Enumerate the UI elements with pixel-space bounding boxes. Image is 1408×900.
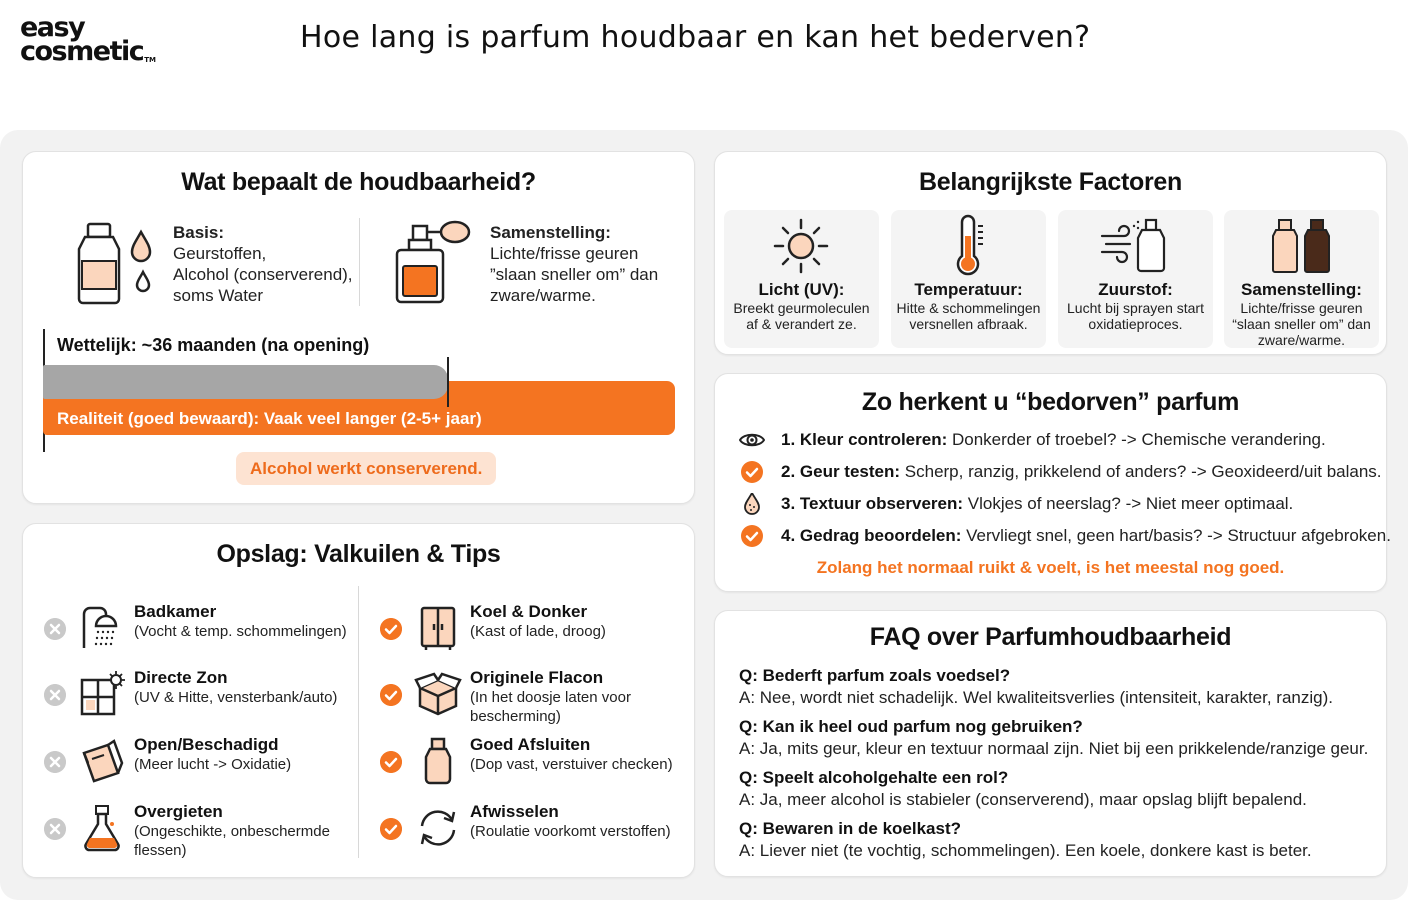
x-circle-icon — [44, 684, 66, 706]
rotate-icon — [414, 804, 462, 852]
open-box-icon — [78, 737, 126, 785]
x-circle-icon — [44, 818, 66, 840]
basis-divider — [359, 218, 360, 306]
pitfall-title: Overgieten — [134, 802, 223, 821]
tip-title: Koel & Donker — [470, 602, 588, 621]
pitfall-text — [134, 801, 344, 860]
check-desc: Scherp, ranzig, prikkelend of anders? -> Geoxideerd/uit balans. — [900, 462, 1382, 481]
droplet-icon — [739, 493, 765, 515]
tip-title: Originele Flacon — [470, 668, 604, 687]
factor-title: Licht (UV): — [758, 280, 845, 299]
closed-bottle-icon — [414, 737, 462, 785]
wind-spray-icon — [1100, 214, 1170, 276]
factor-title: Samenstelling: — [1241, 280, 1362, 299]
legal-shelf-life-label: Wettelijk: ~36 maanden (na opening) — [57, 335, 370, 355]
tip-text — [470, 734, 680, 774]
factors-card — [714, 151, 1387, 355]
check-text — [781, 462, 1382, 482]
reality-label: Realiteit (goed bewaard): Vaak veel langer (2-5+ jaar) — [57, 409, 482, 428]
logo-line-2 — [20, 36, 156, 67]
spoiled-card — [714, 373, 1391, 592]
check-text — [781, 494, 1293, 514]
logo-line-1: easy — [20, 12, 85, 43]
faq-item — [739, 767, 1307, 811]
check-label: 3. Textuur observeren: — [781, 494, 964, 513]
factors-title: Belangrijkste Factoren — [919, 168, 1182, 196]
samenstelling-line-2: ”slaan sneller om” dan — [490, 265, 659, 284]
faq-question: Q: Bederft parfum zoals voedsel? — [739, 666, 1011, 685]
pitfall-text — [134, 667, 374, 707]
check-desc: Vervliegt snel, geen hart/basis? -> Structuur afgebroken. — [961, 526, 1391, 545]
factor-tile-oxygen — [1058, 210, 1213, 348]
factor-tile-temperature — [891, 210, 1046, 348]
check-label: 1. Kleur controleren: — [781, 430, 948, 449]
tip-desc: (Dop vast, verstuiver checken) — [470, 756, 673, 773]
tip-title: Goed Afsluiten — [470, 735, 591, 754]
spoiled-conclusion: Zolang het normaal ruikt & voelt, is het meestal nog goed. — [816, 558, 1285, 577]
legal-end-marker — [447, 357, 449, 407]
bottle-drops-icon — [75, 218, 155, 308]
check-desc: Donkerder of troebel? -> Chemische verandering. — [947, 430, 1326, 449]
factor-desc: Breekt geurmoleculen af & verandert ze. — [733, 300, 870, 332]
factor-desc: Lichte/frisse geuren “slaan sneller om” dan zware/warme. — [1232, 300, 1371, 348]
check-circle-icon — [380, 618, 402, 640]
cabinet-icon — [414, 604, 462, 652]
pitfall-text — [134, 734, 374, 774]
samenstelling-line-3: zware/warme. — [490, 286, 596, 305]
spoiled-title: Zo herkent u “bedorven” parfum — [861, 388, 1240, 416]
check-circle-icon — [739, 525, 765, 547]
brand-logo — [20, 12, 156, 67]
pitfall-title: Directe Zon — [134, 668, 228, 687]
factor-title: Zuurstof: — [1098, 280, 1173, 299]
check-text — [781, 430, 1326, 450]
samenstelling-line-1: Lichte/frisse geuren — [490, 244, 639, 263]
tip-text — [470, 601, 670, 641]
preservation-note: Alcohol werkt conserverend. — [236, 452, 496, 485]
factor-desc: Lucht bij sprayen start oxidatieproces. — [1067, 300, 1204, 332]
faq-title: FAQ over Parfumhoudbaarheid — [869, 623, 1232, 651]
tip-desc: (Roulatie voorkomt verstoffen) — [470, 823, 671, 840]
faq-item — [739, 818, 1312, 862]
factor-title: Temperatuur: — [914, 280, 1023, 299]
check-label: 4. Gedrag beoordelen: — [781, 526, 962, 545]
check-text — [781, 526, 1391, 546]
x-circle-icon — [44, 751, 66, 773]
pitfall-desc: (Meer lucht -> Oxidatie) — [134, 756, 292, 773]
faq-answer: A: Ja, meer alcohol is stabieler (conserverend), maar opslag blijft bepalend. — [739, 790, 1307, 809]
page-title: Hoe lang is parfum houdbaar en kan het bederven? — [300, 20, 1091, 55]
pitfall-title: Open/Beschadigd — [134, 735, 279, 754]
check-circle-icon — [739, 461, 765, 483]
samenstelling-text — [490, 222, 658, 306]
tip-text — [470, 667, 660, 726]
faq-answer: A: Liever niet (te vochtig, schommelingen). Een koele, donkere kast is beter. — [739, 841, 1312, 860]
faq-answer: A: Ja, mits geur, kleur en textuur normaal zijn. Niet bij een prikkelende/ranzige geur. — [739, 739, 1369, 758]
faq-item — [739, 716, 1368, 760]
storage-card — [22, 523, 695, 878]
window-sun-icon — [78, 670, 126, 718]
basis-text — [173, 222, 353, 306]
logo-word: cosmetic — [20, 36, 144, 67]
check-circle-icon — [380, 818, 402, 840]
light-dark-bottles-icon — [1266, 214, 1336, 276]
check-circle-icon — [380, 684, 402, 706]
tip-desc: (Kast of lade, droog) — [470, 623, 606, 640]
faq-question: Q: Speelt alcoholgehalte een rol? — [739, 768, 1009, 787]
pitfall-desc: (Vocht & temp. schommelingen) — [134, 623, 347, 640]
basis-line-2: Alcohol (conserverend), — [173, 265, 353, 284]
shower-icon — [78, 604, 126, 652]
faq-question: Q: Kan ik heel oud parfum nog gebruiken? — [739, 717, 1083, 736]
faq-answer: A: Nee, wordt niet schadelijk. Wel kwaliteitsverlies (intensiteit, karakter, ranzig). — [739, 688, 1333, 707]
basis-line-1: Geurstoffen, — [173, 244, 267, 263]
shelf-life-title: Wat bepaalt de houdbaarheid? — [181, 168, 536, 196]
pitfall-title: Badkamer — [134, 602, 217, 621]
x-circle-icon — [44, 618, 66, 640]
legal-bar — [43, 365, 448, 399]
check-label: 2. Geur testen: — [781, 462, 901, 481]
perfume-atomizer-icon — [391, 218, 481, 308]
faq-item — [739, 665, 1333, 709]
thermometer-icon — [933, 214, 1003, 276]
faq-question: Q: Bewaren in de koelkast? — [739, 819, 962, 838]
tip-text — [470, 801, 680, 841]
storage-title: Opslag: Valkuilen & Tips — [216, 540, 501, 568]
factor-desc: Hitte & schommelingen versnellen afbraak. — [896, 300, 1041, 332]
check-desc: Vlokjes of neerslag? -> Niet meer optimaal. — [963, 494, 1294, 513]
flask-icon — [78, 804, 126, 852]
factor-tile-composition — [1224, 210, 1379, 348]
pitfall-desc: (UV & Hitte, vensterbank/auto) — [134, 689, 338, 706]
eye-icon — [739, 429, 765, 451]
logo-trademark: TM — [144, 56, 156, 64]
pitfall-text — [134, 601, 374, 641]
shelf-life-card — [22, 151, 695, 504]
factor-tile-light — [724, 210, 879, 348]
tip-title: Afwisselen — [470, 802, 559, 821]
basis-heading: Basis: — [173, 223, 225, 242]
check-circle-icon — [380, 751, 402, 773]
basis-line-3: soms Water — [173, 286, 264, 305]
package-icon — [414, 670, 462, 718]
pitfall-desc: (Ongeschikte, onbeschermde flessen) — [134, 823, 330, 859]
sun-icon — [766, 214, 836, 276]
faq-card — [714, 610, 1387, 877]
samenstelling-heading: Samenstelling: — [490, 223, 611, 242]
tip-desc: (In het doosje laten voor bescherming) — [470, 689, 631, 725]
